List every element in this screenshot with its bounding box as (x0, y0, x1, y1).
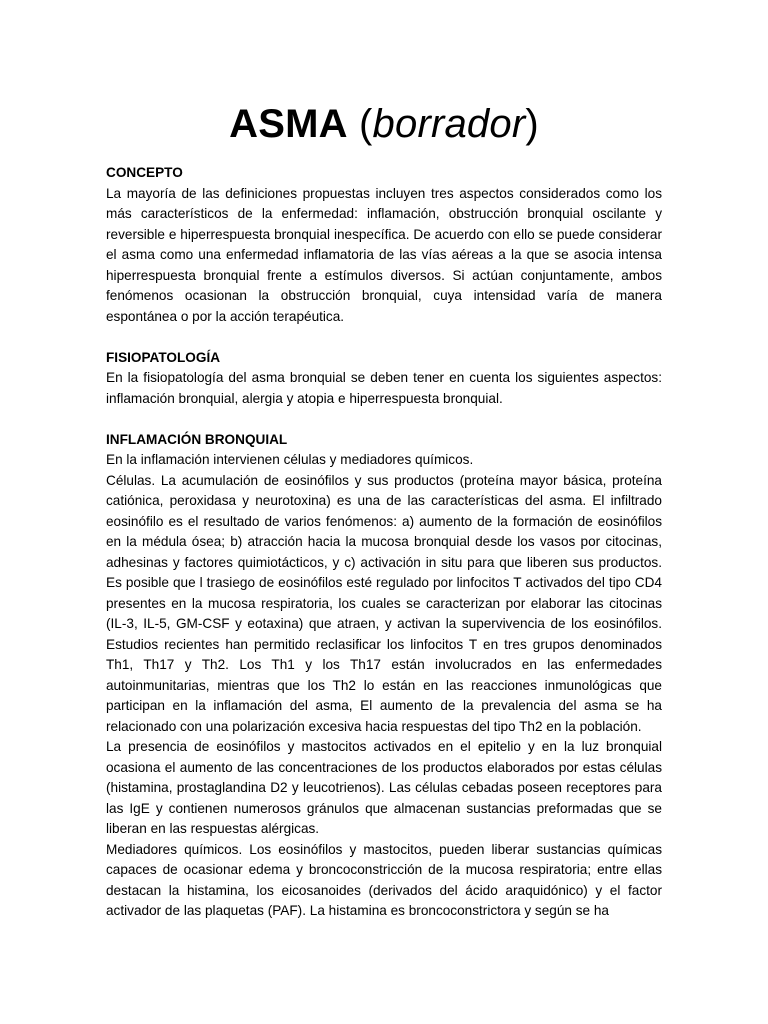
paragraph: En la fisiopatología del asma bronquial se deben tener en cuenta los siguientes aspectos: inflamación bronquial, alergia y atopia e hiperrespuesta bronquial. (106, 370, 662, 406)
section-fisiopatologia (106, 348, 662, 410)
paragraph: Células. La acumulación de eosinófilos y sus productos (proteína mayor básica, proteína catiónica, peroxidasa y neurotoxina) es una de las características del asma. El infiltrado eosinófilo es el resultado de varios fenómenos: a) aumento de la formación de eosinófilos en la médula ósea; b) atracción hacia la mucosa bronquial desde los vasos por citocinas, adhesinas y factores quimiotácticos, y c) activación in situ para que liberen sus productos. Es posible que l trasiego de eosinófilos esté regulado por linfocitos T activados del tipo CD4 presentes en la mucosa respiratoria, los cuales se caracterizan por elaborar las citocinas (IL-3, IL-5, GM-CSF y eotaxina) que atraen, y activan la supervivencia de los eosinófilos. Estudios recientes han permitido reclasificar los linfocitos T en tres grupos denominados Th1, Th17 y Th2. Los Th1 y los Th17 están involucrados en las enfermedades autoinmunitarias, mientras que los Th2 lo están en las reacciones inmunológicas que participan en la inflamación del asma, El aumento de la prevalencia del asma se ha relacionado con una polarización excesiva hacia respuestas del tipo Th2 en la población. (106, 472, 662, 734)
paragraph: La mayoría de las definiciones propuestas incluyen tres aspectos considerados como los más característicos de la enfermedad: inflamación, obstrucción bronquial oscilante y reversible e hiperrespuesta bronquial inespecífica. De acuerdo con ello se puede considerar el asma como una enfermedad inflamatoria de las vías aéreas a la que se asocia intensa hiperrespuesta bronquial frente a estímulos diversos. Si actúan conjuntamente, ambos fenómenos ocasionan la obstrucción bronquial, cuya intensidad varía de manera espontánea o por la acción terapéutica. (106, 185, 662, 324)
title-open-paren: ( (347, 102, 373, 146)
section-heading: FISIOPATOLOGÍA (106, 349, 221, 365)
section-inflamacion-bronquial (106, 430, 662, 922)
document-title (0, 98, 768, 150)
paragraph: Mediadores químicos. Los eosinófilos y mastocitos, pueden liberar sustancias químicas capaces de ocasionar edema y broncoconstricción de la mucosa respiratoria; entre ellas destacan la histamina, los eicosanoides (derivados del ácido araquidónico) y el factor activador de las plaquetas (PAF). La histamina es broncoconstrictora y según se ha (106, 841, 662, 918)
paragraph: La presencia de eosinófilos y mastocitos activados en el epitelio y en la luz bronquial ocasiona el aumento de las concentraciones de los productos elaborados por estas células (histamina, prostaglandina D2 y leucotrienos). Las células cebadas poseen receptores para las IgE y contienen numerosos gránulos que almacenan sustancias preformadas que se liberan en las respuestas alérgicas. (106, 739, 662, 836)
paragraph: En la inflamación intervienen células y mediadores químicos. (106, 452, 474, 467)
section-heading: INFLAMACIÓN BRONQUIAL (106, 431, 288, 447)
section-concepto (106, 163, 662, 327)
title-close-paren: ) (525, 102, 539, 146)
title-main: ASMA (229, 102, 348, 146)
title-subtitle: borrador (372, 102, 526, 146)
section-heading: CONCEPTO (106, 165, 183, 180)
document-body (106, 163, 662, 942)
